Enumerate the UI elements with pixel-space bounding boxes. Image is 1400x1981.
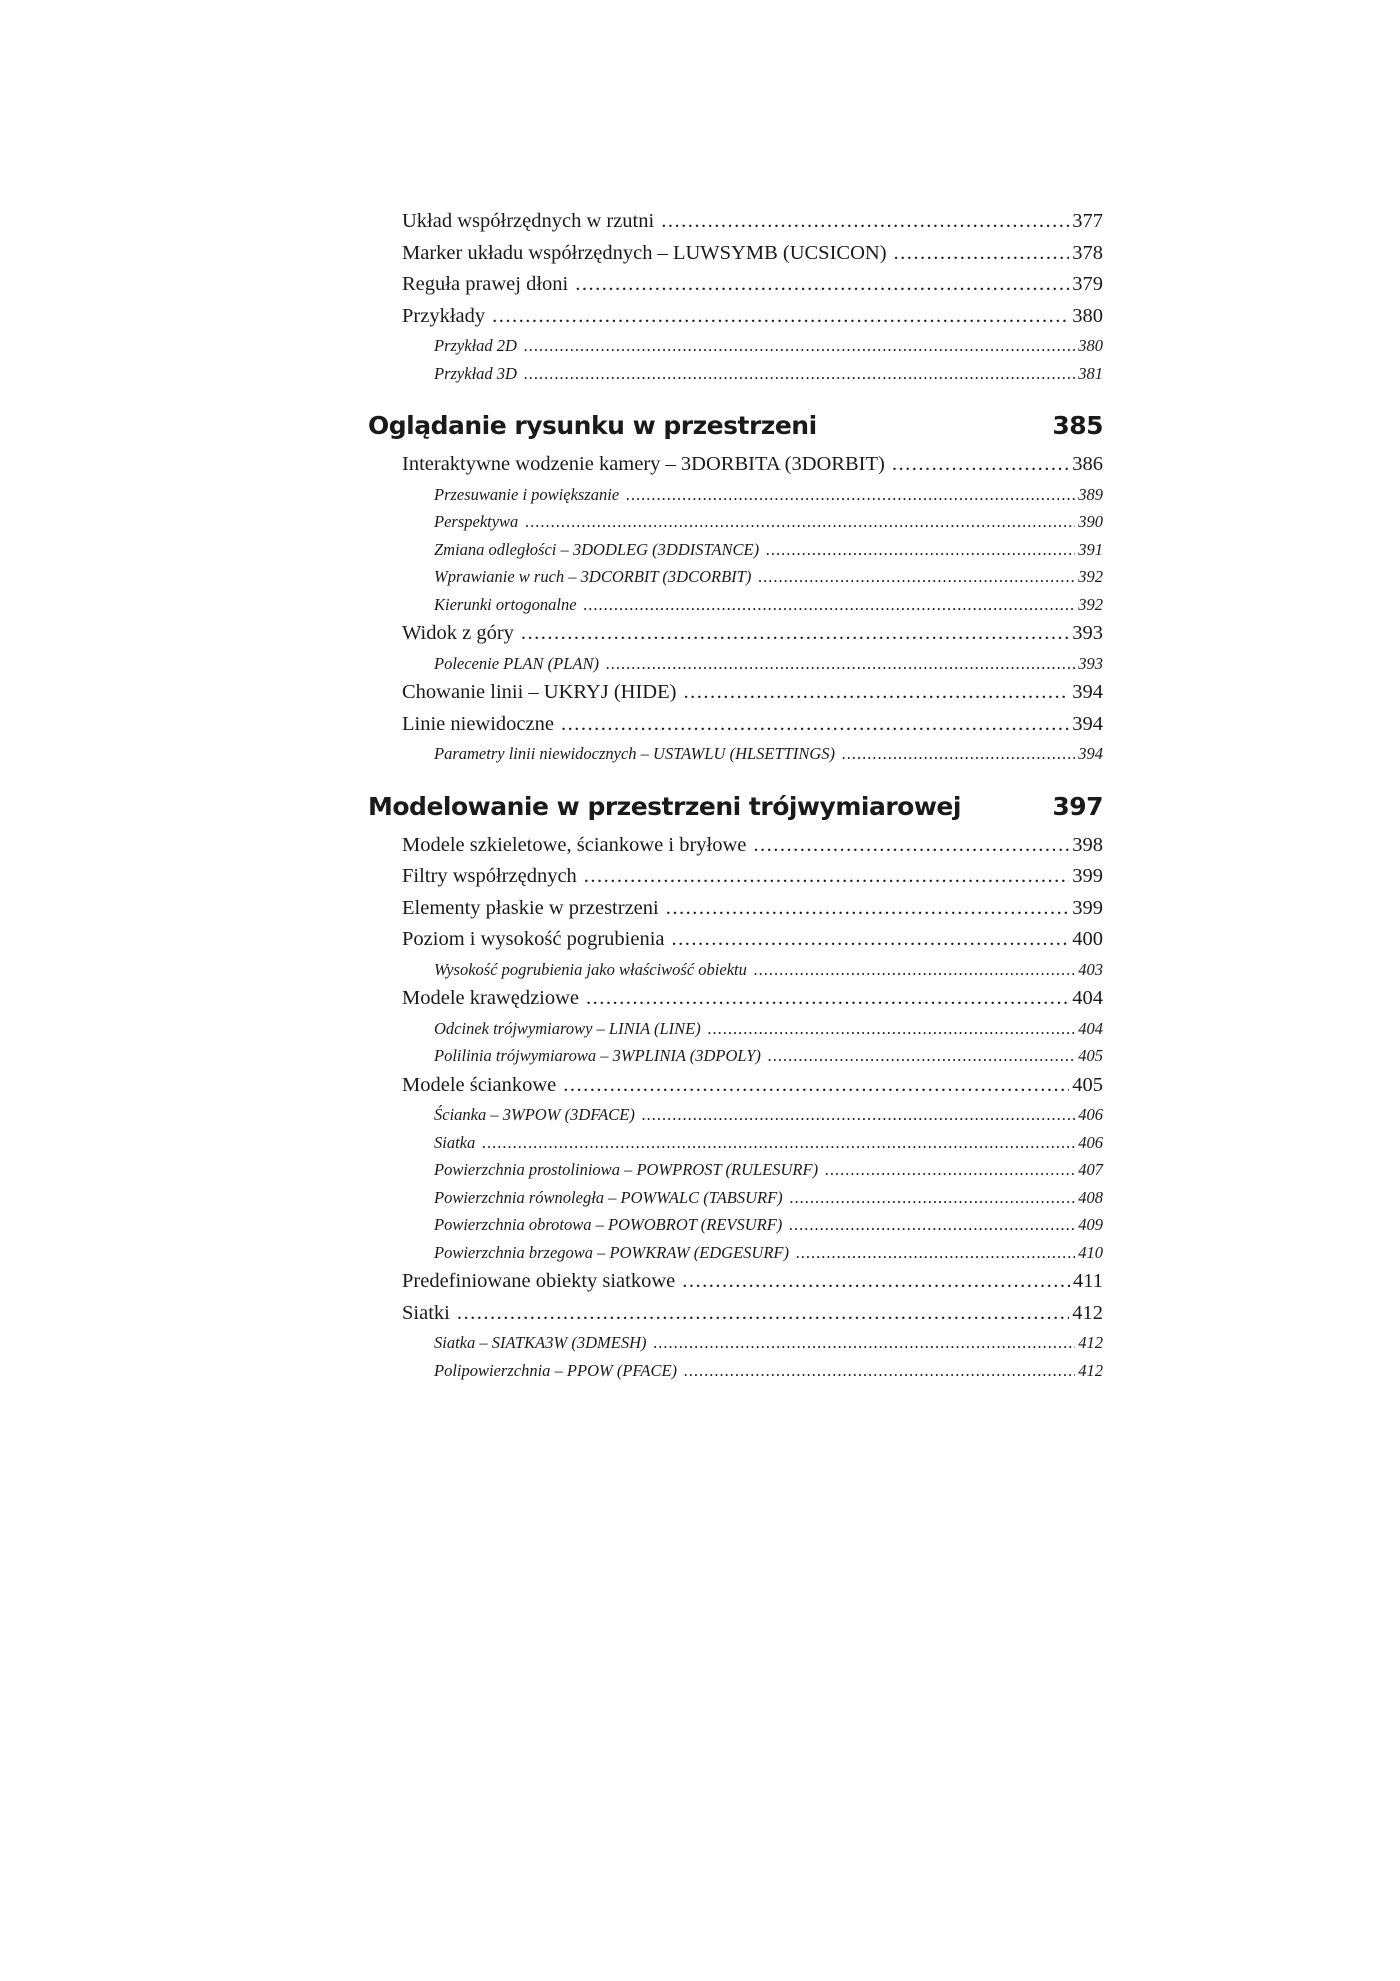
dot-leader: [492, 301, 1069, 333]
entry-page-number: 377: [1072, 210, 1103, 232]
entry-title: Polilinia trójwymiarowa – 3WPLINIA (3DPOLY): [434, 1046, 761, 1065]
entry-title: Poziom i wysokość pogrubienia: [402, 928, 665, 950]
entry-title: Polipowierzchnia – PPOW (PFACE): [434, 1360, 678, 1380]
dot-leader: [586, 983, 1069, 1015]
entry-page-number: 411: [1073, 1270, 1103, 1292]
toc-entry: [368, 861, 1103, 893]
entry-title: Polecenie PLAN (PLAN): [434, 653, 599, 673]
toc-subentry: [368, 1015, 1103, 1043]
entry-page-number: 405: [1072, 1073, 1103, 1096]
entry-title: Perspektywa: [434, 512, 519, 531]
entry-page-number: 378: [1072, 241, 1103, 264]
chapter-page-number: 397: [1052, 791, 1103, 821]
toc-entry: [368, 709, 1103, 741]
entry-title: Interaktywne wodzenie kamery – 3DORBITA (3DORBIT): [402, 453, 885, 475]
toc-subentry: [368, 956, 1103, 984]
dot-leader: [672, 924, 1070, 956]
entry-page-number: 403: [1078, 959, 1103, 979]
entry-title: Odcinek trójwymiarowy – LINIA (LINE): [434, 1018, 701, 1038]
dot-leader: [682, 1266, 1070, 1298]
entry-title: Przesuwanie i powiększanie: [434, 484, 620, 504]
dot-leader: [584, 861, 1069, 893]
toc-subentry: [368, 360, 1103, 388]
chapter-title: Oglądanie rysunku w przestrzeni: [368, 411, 817, 440]
dot-leader: [563, 1070, 1069, 1102]
toc-subentry: [368, 1357, 1103, 1385]
dot-leader: [626, 481, 1075, 509]
toc-entry: [368, 238, 1103, 270]
entry-title: Filtry współrzędnych: [402, 865, 577, 887]
table-of-contents: [368, 206, 1103, 1384]
entry-page-number: 386: [1072, 453, 1103, 475]
dot-leader: [708, 1015, 1076, 1043]
chapter-heading: [368, 409, 1103, 443]
entry-page-number: 412: [1072, 1301, 1103, 1324]
toc-entry: [368, 677, 1103, 709]
entry-title: Modele szkieletowe, ściankowe i bryłowe: [402, 833, 747, 856]
dot-leader: [524, 360, 1075, 388]
toc-subentry: [368, 1101, 1103, 1129]
toc-entry: [368, 301, 1103, 333]
entry-title: Układ współrzędnych w rzutni: [402, 210, 655, 232]
entry-title: Powierzchnia brzegowa – POWKRAW (EDGESURF): [434, 1242, 789, 1262]
entry-page-number: 412: [1078, 1360, 1103, 1380]
dot-leader: [758, 563, 1075, 591]
toc-entry: [368, 1298, 1103, 1330]
dot-leader: [666, 893, 1070, 925]
entry-page-number: 391: [1078, 539, 1103, 559]
toc-entry: [368, 1266, 1103, 1298]
entry-page-number: 392: [1078, 594, 1103, 614]
entry-page-number: 394: [1072, 681, 1103, 703]
dot-leader: [683, 677, 1069, 709]
dot-leader: [524, 332, 1075, 360]
entry-title: Marker układu współrzędnych – LUWSYMB (UCSICON): [402, 241, 887, 264]
entry-title: Linie niewidoczne: [402, 712, 554, 735]
entry-page-number: 398: [1072, 833, 1103, 856]
entry-page-number: 393: [1078, 653, 1103, 673]
toc-subentry: [368, 481, 1103, 509]
entry-title: Predefiniowane obiekty siatkowe: [402, 1270, 676, 1292]
dot-leader: [606, 650, 1075, 678]
dot-leader: [561, 709, 1069, 741]
toc-subentry: [368, 740, 1103, 768]
dot-leader: [482, 1129, 1075, 1157]
dot-leader: [642, 1101, 1075, 1129]
toc-entry: [368, 1070, 1103, 1102]
entry-title: Wprawianie w ruch – 3DCORBIT (3DCORBIT): [434, 567, 752, 586]
dot-leader: [575, 269, 1069, 301]
entry-page-number: 400: [1072, 928, 1103, 950]
dot-leader: [753, 830, 1069, 862]
dot-leader: [457, 1298, 1069, 1330]
toc-subentry: [368, 650, 1103, 678]
dot-leader: [825, 1156, 1075, 1184]
entry-title: Siatki: [402, 1301, 450, 1324]
chapter-heading: [368, 790, 1103, 824]
entry-title: Elementy płaskie w przestrzeni: [402, 896, 659, 919]
entry-page-number: 407: [1078, 1160, 1103, 1179]
entry-page-number: 412: [1078, 1333, 1103, 1352]
entry-page-number: 392: [1078, 567, 1103, 586]
dot-leader: [766, 536, 1075, 564]
entry-page-number: 380: [1078, 336, 1103, 355]
toc-entry: [368, 983, 1103, 1015]
entry-page-number: 406: [1078, 1132, 1103, 1152]
entry-page-number: 381: [1078, 363, 1103, 383]
dot-leader: [525, 508, 1075, 536]
dot-leader: [790, 1184, 1076, 1212]
entry-title: Wysokość pogrubienia jako właściwość obiektu: [434, 959, 747, 979]
entry-page-number: 406: [1078, 1105, 1103, 1124]
entry-title: Modele krawędziowe: [402, 987, 580, 1009]
dot-leader: [768, 1042, 1075, 1070]
entry-page-number: 394: [1072, 712, 1103, 735]
entry-page-number: 404: [1072, 987, 1103, 1009]
dot-leader: [584, 591, 1076, 619]
dot-leader: [661, 206, 1069, 238]
dot-leader: [796, 1239, 1075, 1267]
entry-title: Przykłady: [402, 304, 486, 327]
toc-subentry: [368, 332, 1103, 360]
entry-title: Przykład 3D: [434, 363, 517, 383]
toc-entry: [368, 206, 1103, 238]
toc-entry: [368, 269, 1103, 301]
entry-title: Siatka: [434, 1132, 476, 1152]
entry-title: Reguła prawej dłoni: [402, 273, 569, 295]
entry-title: Modele ściankowe: [402, 1073, 557, 1096]
toc-subentry: [368, 508, 1103, 536]
dot-leader: [842, 740, 1075, 768]
dot-leader: [521, 618, 1069, 650]
entry-page-number: 390: [1078, 512, 1103, 531]
dot-leader: [789, 1211, 1075, 1239]
toc-subentry: [368, 1184, 1103, 1212]
toc-entry: [368, 924, 1103, 956]
entry-title: Powierzchnia obrotowa – POWOBROT (REVSURF): [434, 1215, 783, 1234]
entry-title: Zmiana odległości – 3DODLEG (3DDISTANCE): [434, 539, 760, 559]
dot-leader: [894, 238, 1070, 270]
toc-subentry: [368, 1211, 1103, 1239]
toc-subentry: [368, 1129, 1103, 1157]
entry-title: Parametry linii niewidocznych – USTAWLU (HLSETTINGS): [434, 744, 836, 763]
toc-entry: [368, 618, 1103, 650]
entry-title: Powierzchnia prostoliniowa – POWPROST (RULESURF): [434, 1160, 819, 1179]
toc-subentry: [368, 1156, 1103, 1184]
entry-page-number: 408: [1078, 1187, 1103, 1207]
entry-title: Ścianka – 3WPOW (3DFACE): [434, 1105, 635, 1124]
toc-subentry: [368, 1329, 1103, 1357]
toc-subentry: [368, 1042, 1103, 1070]
entry-page-number: 394: [1078, 744, 1103, 763]
entry-title: Siatka – SIATKA3W (3DMESH): [434, 1333, 647, 1352]
chapter-title: Modelowanie w przestrzeni trójwymiarowej: [368, 791, 961, 821]
entry-page-number: 410: [1078, 1242, 1103, 1262]
entry-title: Powierzchnia równoległa – POWWALC (TABSURF): [434, 1187, 783, 1207]
entry-page-number: 399: [1072, 896, 1103, 919]
entry-title: Chowanie linii – UKRYJ (HIDE): [402, 681, 677, 703]
chapter-page-number: 385: [1052, 411, 1103, 440]
dot-leader: [892, 449, 1069, 481]
entry-title: Kierunki ortogonalne: [434, 594, 577, 614]
toc-subentry: [368, 591, 1103, 619]
entry-page-number: 404: [1078, 1018, 1103, 1038]
toc-entry: [368, 449, 1103, 481]
entry-title: Widok z góry: [402, 622, 514, 644]
entry-page-number: 379: [1072, 273, 1103, 295]
toc-subentry: [368, 1239, 1103, 1267]
entry-page-number: 409: [1078, 1215, 1103, 1234]
toc-entry: [368, 830, 1103, 862]
dot-leader: [684, 1357, 1075, 1385]
toc-entry: [368, 893, 1103, 925]
entry-title: Przykład 2D: [434, 336, 517, 355]
toc-subentry: [368, 536, 1103, 564]
entry-page-number: 389: [1078, 484, 1103, 504]
dot-leader: [754, 956, 1075, 984]
dot-leader: [653, 1329, 1075, 1357]
entry-page-number: 380: [1072, 304, 1103, 327]
entry-page-number: 399: [1072, 865, 1103, 887]
entry-page-number: 405: [1078, 1046, 1103, 1065]
toc-subentry: [368, 563, 1103, 591]
entry-page-number: 393: [1072, 622, 1103, 644]
